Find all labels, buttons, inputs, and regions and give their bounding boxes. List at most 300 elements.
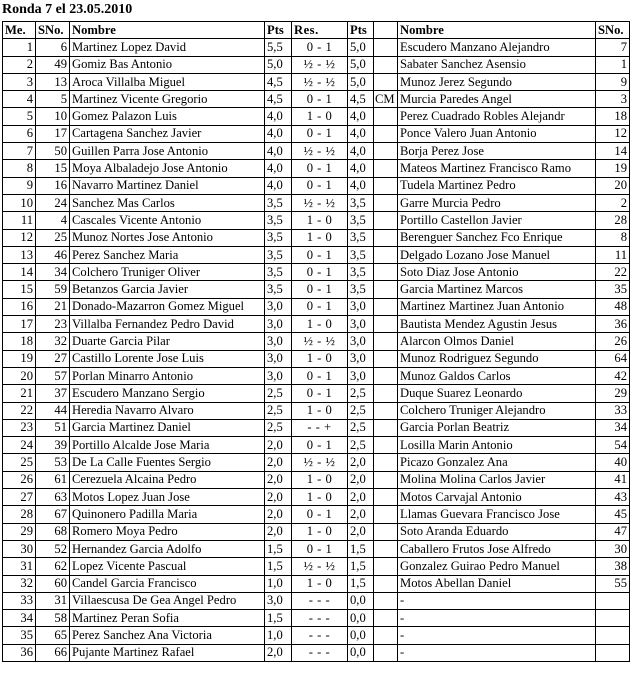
white-player-name: Cartagena Sanchez Javier: [70, 125, 265, 142]
white-start-number: 21: [36, 298, 70, 315]
black-player-name: Portillo Castellon Javier: [398, 212, 596, 229]
board-number: 21: [3, 385, 36, 402]
black-points: 5,0: [348, 56, 374, 73]
table-row: [3, 212, 630, 229]
result: 0 - 1: [292, 125, 348, 142]
result: 0 - 1: [292, 91, 348, 108]
white-start-number: 66: [36, 644, 70, 661]
black-points: 0,0: [348, 592, 374, 609]
white-start-number: 61: [36, 471, 70, 488]
black-start-number: 55: [596, 575, 630, 592]
board-number: 15: [3, 281, 36, 298]
black-player-name: Escudero Manzano Alejandro: [398, 39, 596, 56]
black-points: 2,0: [348, 454, 374, 471]
white-start-number: 31: [36, 592, 70, 609]
black-player-name: Gonzalez Guirao Pedro Manuel: [398, 558, 596, 575]
white-player-name: Martinez Lopez David: [70, 39, 265, 56]
white-start-number: 57: [36, 367, 70, 384]
result: 0 - 1: [292, 177, 348, 194]
board-number: 23: [3, 419, 36, 436]
black-start-number: 12: [596, 125, 630, 142]
result: ½ - ½: [292, 143, 348, 160]
board-number: 35: [3, 627, 36, 644]
black-start-number: 47: [596, 523, 630, 540]
white-start-number: 24: [36, 194, 70, 211]
white-points: 3,5: [265, 229, 292, 246]
black-player-name: Munoz Rodriguez Segundo: [398, 350, 596, 367]
white-start-number: 60: [36, 575, 70, 592]
black-title: [374, 575, 398, 592]
white-points: 3,5: [265, 212, 292, 229]
white-points: 2,0: [265, 454, 292, 471]
black-player-name: Llamas Guevara Francisco Jose: [398, 506, 596, 523]
black-points: 4,0: [348, 160, 374, 177]
white-player-name: Portillo Alcalde Jose Maria: [70, 437, 265, 454]
black-title: [374, 125, 398, 142]
board-number: 20: [3, 367, 36, 384]
white-start-number: 37: [36, 385, 70, 402]
table-row: [3, 316, 630, 333]
white-start-number: 67: [36, 506, 70, 523]
black-title: [374, 558, 398, 575]
black-player-name: Garre Murcia Pedro: [398, 194, 596, 211]
white-points: 2,0: [265, 471, 292, 488]
black-player-name: Molina Molina Carlos Javier: [398, 471, 596, 488]
white-points: 2,0: [265, 523, 292, 540]
white-start-number: 4: [36, 212, 70, 229]
black-player-name: Delgado Lozano Jose Manuel: [398, 246, 596, 263]
board-number: 8: [3, 160, 36, 177]
black-title: [374, 316, 398, 333]
black-start-number: 64: [596, 350, 630, 367]
black-points: 0,0: [348, 644, 374, 661]
white-points: 5,0: [265, 56, 292, 73]
white-start-number: 16: [36, 177, 70, 194]
black-points: 5,0: [348, 73, 374, 90]
black-player-name: Soto Aranda Eduardo: [398, 523, 596, 540]
result: 0 - 1: [292, 160, 348, 177]
black-points: 3,0: [348, 298, 374, 315]
round-title: Ronda 7 el 23.05.2010: [2, 2, 133, 17]
black-title: [374, 385, 398, 402]
black-player-name: Garcia Porlan Beatriz: [398, 419, 596, 436]
black-points: 4,0: [348, 177, 374, 194]
result: 1 - 0: [292, 350, 348, 367]
black-points: 1,5: [348, 558, 374, 575]
white-start-number: 23: [36, 316, 70, 333]
white-points: 3,5: [265, 281, 292, 298]
black-start-number: 14: [596, 143, 630, 160]
black-title: [374, 108, 398, 125]
header-nombre: Nombre: [70, 22, 265, 39]
white-player-name: Duarte Garcia Pilar: [70, 333, 265, 350]
black-player-name: -: [398, 627, 596, 644]
black-title: CM: [374, 91, 398, 108]
black-title: [374, 402, 398, 419]
white-points: 3,0: [265, 367, 292, 384]
header-me: Me.: [3, 22, 36, 39]
white-points: 1,0: [265, 627, 292, 644]
black-start-number: 20: [596, 177, 630, 194]
white-start-number: 46: [36, 246, 70, 263]
black-title: [374, 454, 398, 471]
black-player-name: Caballero Frutos Jose Alfredo: [398, 540, 596, 557]
board-number: 16: [3, 298, 36, 315]
white-start-number: 63: [36, 489, 70, 506]
black-player-name: Berenguer Sanchez Fco Enrique: [398, 229, 596, 246]
white-points: 1,5: [265, 540, 292, 557]
black-player-name: Bautista Mendez Agustin Jesus: [398, 316, 596, 333]
black-points: 3,5: [348, 246, 374, 263]
black-title: [374, 246, 398, 263]
result: ½ - ½: [292, 56, 348, 73]
white-start-number: 5: [36, 91, 70, 108]
table-row: [3, 264, 630, 281]
board-number: 31: [3, 558, 36, 575]
white-start-number: 50: [36, 143, 70, 160]
result: ½ - ½: [292, 194, 348, 211]
black-points: 3,0: [348, 316, 374, 333]
black-points: 3,5: [348, 264, 374, 281]
result: 0 - 1: [292, 246, 348, 263]
white-player-name: Gomiz Bas Antonio: [70, 56, 265, 73]
black-title: [374, 523, 398, 540]
black-title: [374, 367, 398, 384]
white-player-name: Garcia Martinez Daniel: [70, 419, 265, 436]
white-points: 3,0: [265, 298, 292, 315]
black-title: [374, 212, 398, 229]
white-start-number: 65: [36, 627, 70, 644]
result: 1 - 0: [292, 229, 348, 246]
black-start-number: 30: [596, 540, 630, 557]
result: 1 - 0: [292, 489, 348, 506]
table-row: [3, 523, 630, 540]
black-title: [374, 610, 398, 627]
black-points: 2,0: [348, 489, 374, 506]
result: ½ - ½: [292, 73, 348, 90]
header-tag: [374, 22, 398, 39]
black-player-name: Borja Perez Jose: [398, 143, 596, 160]
black-title: [374, 298, 398, 315]
table-row: [3, 454, 630, 471]
table-row: [3, 333, 630, 350]
result: 0 - 1: [292, 264, 348, 281]
white-player-name: Motos Lopez Juan Jose: [70, 489, 265, 506]
white-start-number: 68: [36, 523, 70, 540]
table-row: [3, 627, 630, 644]
board-number: 27: [3, 489, 36, 506]
black-start-number: 11: [596, 246, 630, 263]
black-points: 0,0: [348, 627, 374, 644]
white-player-name: Heredia Navarro Alvaro: [70, 402, 265, 419]
black-start-number: [596, 644, 630, 661]
board-number: 22: [3, 402, 36, 419]
black-start-number: 28: [596, 212, 630, 229]
black-title: [374, 627, 398, 644]
black-title: [374, 229, 398, 246]
white-start-number: 13: [36, 73, 70, 90]
black-start-number: 8: [596, 229, 630, 246]
white-start-number: 6: [36, 39, 70, 56]
black-points: 4,5: [348, 91, 374, 108]
result: 0 - 1: [292, 506, 348, 523]
result: - - -: [292, 644, 348, 661]
white-player-name: Cerezuela Alcaina Pedro: [70, 471, 265, 488]
table-row: [3, 419, 630, 436]
board-number: 32: [3, 575, 36, 592]
black-points: 2,5: [348, 419, 374, 436]
white-player-name: Donado-Mazarron Gomez Miguel: [70, 298, 265, 315]
black-title: [374, 143, 398, 160]
white-start-number: 10: [36, 108, 70, 125]
black-points: 3,5: [348, 281, 374, 298]
header-row: [3, 22, 630, 39]
black-start-number: 29: [596, 385, 630, 402]
table-row: [3, 610, 630, 627]
white-player-name: Gomez Palazon Luis: [70, 108, 265, 125]
black-player-name: Martinez Martinez Juan Antonio: [398, 298, 596, 315]
white-points: 3,5: [265, 264, 292, 281]
result: ½ - ½: [292, 558, 348, 575]
white-points: 4,0: [265, 108, 292, 125]
black-start-number: 1: [596, 56, 630, 73]
black-start-number: 7: [596, 39, 630, 56]
white-points: 2,5: [265, 385, 292, 402]
board-number: 25: [3, 454, 36, 471]
black-start-number: 3: [596, 91, 630, 108]
board-number: 9: [3, 177, 36, 194]
white-points: 1,5: [265, 610, 292, 627]
white-player-name: Martinez Peran Sofia: [70, 610, 265, 627]
black-player-name: Soto Diaz Jose Antonio: [398, 264, 596, 281]
black-points: 2,0: [348, 523, 374, 540]
table-row: [3, 125, 630, 142]
white-player-name: Perez Sanchez Maria: [70, 246, 265, 263]
board-number: 34: [3, 610, 36, 627]
table-row: [3, 91, 630, 108]
white-player-name: Aroca Villalba Miguel: [70, 73, 265, 90]
table-row: [3, 489, 630, 506]
black-title: [374, 592, 398, 609]
white-start-number: 52: [36, 540, 70, 557]
header-nombre-2: Nombre: [398, 22, 596, 39]
black-points: 4,0: [348, 143, 374, 160]
header-pts: Pts: [265, 22, 292, 39]
table-row: [3, 644, 630, 661]
table-row: [3, 229, 630, 246]
white-points: 1,0: [265, 575, 292, 592]
table-row: [3, 108, 630, 125]
white-player-name: Quinonero Padilla Maria: [70, 506, 265, 523]
white-points: 3,0: [265, 333, 292, 350]
board-number: 33: [3, 592, 36, 609]
white-start-number: 32: [36, 333, 70, 350]
white-points: 4,0: [265, 125, 292, 142]
black-start-number: 19: [596, 160, 630, 177]
black-player-name: Picazo Gonzalez Ana: [398, 454, 596, 471]
black-title: [374, 264, 398, 281]
table-row: [3, 298, 630, 315]
white-start-number: 15: [36, 160, 70, 177]
black-player-name: Munoz Galdos Carlos: [398, 367, 596, 384]
black-start-number: [596, 610, 630, 627]
black-player-name: Mateos Martinez Francisco Ramo: [398, 160, 596, 177]
white-start-number: 58: [36, 610, 70, 627]
table-row: [3, 592, 630, 609]
board-number: 7: [3, 143, 36, 160]
board-number: 12: [3, 229, 36, 246]
table-row: [3, 575, 630, 592]
black-points: 3,0: [348, 333, 374, 350]
board-number: 2: [3, 56, 36, 73]
table-row: [3, 73, 630, 90]
white-start-number: 53: [36, 454, 70, 471]
board-number: 4: [3, 91, 36, 108]
white-points: 4,5: [265, 91, 292, 108]
result: ½ - ½: [292, 333, 348, 350]
table-row: [3, 385, 630, 402]
white-points: 2,0: [265, 644, 292, 661]
white-start-number: 27: [36, 350, 70, 367]
black-title: [374, 471, 398, 488]
black-start-number: [596, 627, 630, 644]
black-points: 0,0: [348, 610, 374, 627]
white-player-name: Candel Garcia Francisco: [70, 575, 265, 592]
result: 0 - 1: [292, 367, 348, 384]
white-player-name: Martinez Vicente Gregorio: [70, 91, 265, 108]
result: 0 - 1: [292, 437, 348, 454]
table-row: [3, 177, 630, 194]
white-start-number: 49: [36, 56, 70, 73]
white-player-name: Cascales Vicente Antonio: [70, 212, 265, 229]
table-row: [3, 471, 630, 488]
black-title: [374, 644, 398, 661]
black-player-name: Alarcon Olmos Daniel: [398, 333, 596, 350]
white-points: 3,5: [265, 246, 292, 263]
black-title: [374, 419, 398, 436]
black-start-number: 35: [596, 281, 630, 298]
result: - - +: [292, 419, 348, 436]
result: ½ - ½: [292, 454, 348, 471]
table-row: [3, 540, 630, 557]
black-player-name: Losilla Marin Antonio: [398, 437, 596, 454]
white-points: 1,5: [265, 558, 292, 575]
white-points: 2,0: [265, 437, 292, 454]
table-row: [3, 194, 630, 211]
white-player-name: Castillo Lorente Jose Luis: [70, 350, 265, 367]
white-points: 2,5: [265, 402, 292, 419]
result: 1 - 0: [292, 212, 348, 229]
white-points: 2,0: [265, 489, 292, 506]
black-start-number: 2: [596, 194, 630, 211]
table-row: [3, 160, 630, 177]
white-player-name: Colchero Truniger Oliver: [70, 264, 265, 281]
white-points: 2,0: [265, 506, 292, 523]
board-number: 18: [3, 333, 36, 350]
header-sno: SNo.: [36, 22, 70, 39]
black-player-name: -: [398, 644, 596, 661]
black-player-name: Tudela Martinez Pedro: [398, 177, 596, 194]
white-player-name: Moya Albaladejo Jose Antonio: [70, 160, 265, 177]
white-player-name: Pujante Martinez Rafael: [70, 644, 265, 661]
white-points: 3,0: [265, 316, 292, 333]
white-player-name: Villaescusa De Gea Angel Pedro: [70, 592, 265, 609]
board-number: 13: [3, 246, 36, 263]
white-points: 3,5: [265, 194, 292, 211]
table-row: [3, 350, 630, 367]
header-res: Res.: [292, 22, 348, 39]
black-start-number: 18: [596, 108, 630, 125]
board-number: 1: [3, 39, 36, 56]
black-player-name: Garcia Martinez Marcos: [398, 281, 596, 298]
black-start-number: 40: [596, 454, 630, 471]
white-player-name: Escudero Manzano Sergio: [70, 385, 265, 402]
black-points: 2,0: [348, 471, 374, 488]
black-title: [374, 73, 398, 90]
table-row: [3, 367, 630, 384]
black-title: [374, 194, 398, 211]
black-title: [374, 39, 398, 56]
black-points: 3,0: [348, 367, 374, 384]
black-points: 2,5: [348, 385, 374, 402]
white-player-name: Navarro Martinez Daniel: [70, 177, 265, 194]
table-row: [3, 246, 630, 263]
black-points: 3,5: [348, 229, 374, 246]
white-points: 4,0: [265, 143, 292, 160]
board-number: 36: [3, 644, 36, 661]
pairings-body: [3, 39, 630, 662]
white-start-number: 44: [36, 402, 70, 419]
black-start-number: 26: [596, 333, 630, 350]
result: 1 - 0: [292, 471, 348, 488]
board-number: 10: [3, 194, 36, 211]
board-number: 11: [3, 212, 36, 229]
black-points: 2,5: [348, 402, 374, 419]
white-start-number: 34: [36, 264, 70, 281]
result: 0 - 1: [292, 298, 348, 315]
table-row: [3, 558, 630, 575]
white-points: 5,5: [265, 39, 292, 56]
black-start-number: 54: [596, 437, 630, 454]
black-title: [374, 56, 398, 73]
black-points: 1,5: [348, 540, 374, 557]
black-points: 3,0: [348, 350, 374, 367]
result: - - -: [292, 610, 348, 627]
black-start-number: 41: [596, 471, 630, 488]
result: 0 - 1: [292, 281, 348, 298]
black-title: [374, 333, 398, 350]
white-player-name: Lopez Vicente Pascual: [70, 558, 265, 575]
black-start-number: 9: [596, 73, 630, 90]
white-player-name: Sanchez Mas Carlos: [70, 194, 265, 211]
black-player-name: Sabater Sanchez Asensio: [398, 56, 596, 73]
black-start-number: 34: [596, 419, 630, 436]
black-start-number: 48: [596, 298, 630, 315]
black-title: [374, 506, 398, 523]
white-player-name: Hernandez Garcia Adolfo: [70, 540, 265, 557]
black-player-name: Perez Cuadrado Robles Alejandr: [398, 108, 596, 125]
white-start-number: 25: [36, 229, 70, 246]
board-number: 14: [3, 264, 36, 281]
black-title: [374, 160, 398, 177]
white-player-name: Munoz Nortes Jose Antonio: [70, 229, 265, 246]
black-start-number: 22: [596, 264, 630, 281]
white-player-name: Betanzos Garcia Javier: [70, 281, 265, 298]
black-start-number: 38: [596, 558, 630, 575]
black-start-number: [596, 592, 630, 609]
black-player-name: Ponce Valero Juan Antonio: [398, 125, 596, 142]
black-start-number: 42: [596, 367, 630, 384]
